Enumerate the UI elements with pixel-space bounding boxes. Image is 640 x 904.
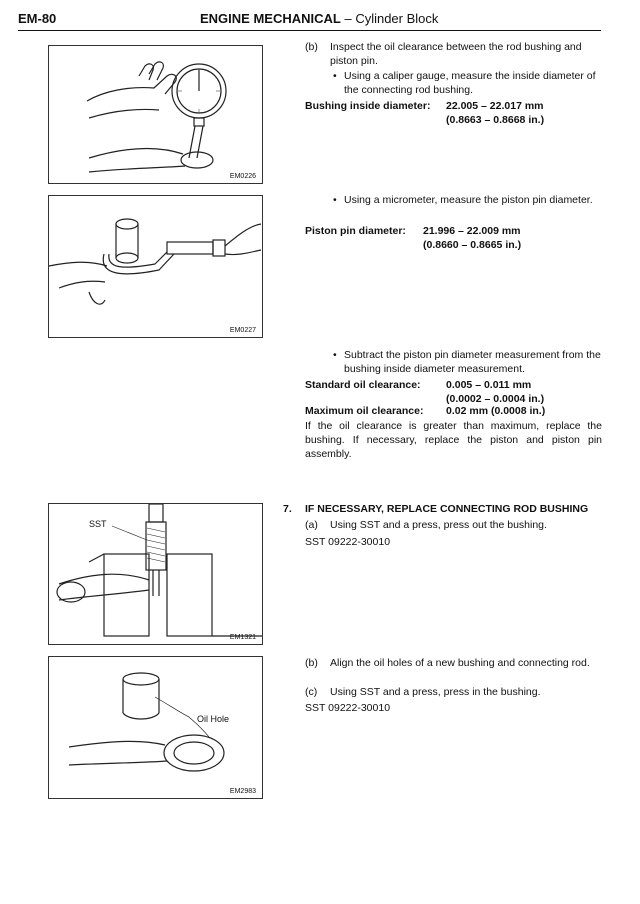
figure-oil-hole — [48, 656, 263, 799]
piston-pin-spec-label: Piston pin diameter: — [305, 225, 406, 237]
standard-clearance-in: (0.0002 – 0.0004 in.) — [446, 393, 545, 405]
figure-sst-press-out — [48, 503, 263, 645]
figure-code: EM0227 — [229, 327, 256, 334]
micrometer-illustration — [49, 196, 262, 337]
bullet-icon: • — [333, 349, 337, 361]
caliper-gauge-illustration — [49, 46, 262, 183]
standard-clearance-label: Standard oil clearance: — [305, 379, 421, 391]
oil-hole-label: Oil Hole — [197, 714, 230, 724]
bushing-spec-label: Bushing inside diameter: — [305, 100, 431, 112]
figure-code: EM2983 — [229, 788, 256, 795]
maximum-clearance-value: 0.02 mm (0.0008 in.) — [446, 405, 546, 417]
sst-press-out-illustration — [49, 504, 262, 644]
figure-micrometer — [48, 195, 263, 338]
figure-code: EM1321 — [229, 634, 256, 641]
step-7b-marker: (b) — [305, 657, 318, 669]
step-7a-marker: (a) — [305, 519, 318, 531]
step-7a-sst: SST 09222-30010 — [305, 536, 391, 548]
header-rule — [18, 30, 601, 31]
maximum-clearance-label: Maximum oil clearance: — [305, 405, 424, 417]
section-title: ENGINE MECHANICAL — [200, 11, 341, 26]
bullet-icon: • — [333, 194, 337, 206]
step-7-number: 7. — [283, 503, 292, 515]
step-b-marker: (b) — [305, 41, 318, 53]
clearance-note: If the oil clearance is greater than maximum, replace the bushing. If necessary, replace the piston and piston pin assembly. — [305, 420, 602, 460]
page-number: EM-80 — [18, 11, 57, 26]
page-title: ENGINE MECHANICAL – Cylinder Block — [200, 11, 439, 26]
figure-code: EM0226 — [229, 173, 256, 180]
piston-pin-spec-mm: 21.996 – 22.009 mm — [423, 225, 521, 237]
bushing-spec-mm: 22.005 – 22.017 mm — [446, 100, 544, 112]
standard-clearance-mm: 0.005 – 0.011 mm — [446, 379, 532, 391]
bullet-icon: • — [333, 70, 337, 82]
step-7a-text: Using SST and a press, press out the bushing. — [330, 519, 547, 531]
step-b-text: Inspect the oil clearance between the rod bushing and piston pin. — [330, 41, 582, 67]
micrometer-bullet-text: Using a micrometer, measure the piston pin diameter. — [344, 194, 593, 206]
sst-label: SST — [89, 519, 107, 529]
step-7c-sst: SST 09222-30010 — [305, 702, 391, 714]
oil-hole-illustration — [49, 657, 262, 798]
figure-caliper-gauge — [48, 45, 263, 184]
step-7c-marker: (c) — [305, 686, 318, 698]
bushing-spec-in: (0.8663 – 0.8668 in.) — [446, 114, 545, 126]
step-7b-text: Align the oil holes of a new bushing and connecting rod. — [330, 657, 590, 669]
step-7c-text: Using SST and a press, press in the bushing. — [330, 686, 541, 698]
page-header — [0, 0, 640, 40]
subsection-title: Cylinder Block — [355, 11, 439, 26]
step-7-heading: IF NECESSARY, REPLACE CONNECTING ROD BUSHING — [305, 503, 589, 515]
caliper-bullet-text: Using a caliper gauge, measure the inside diameter of the connecting rod bushing. — [344, 70, 596, 96]
piston-pin-spec-in: (0.8660 – 0.8665 in.) — [423, 239, 522, 251]
subtract-bullet-text: Subtract the piston pin diameter measurement from the bushing inside diameter measurement. — [344, 349, 601, 375]
